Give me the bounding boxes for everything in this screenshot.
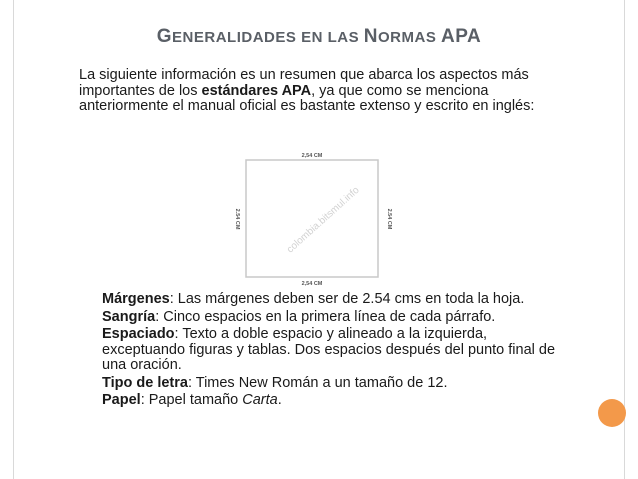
bottom-margin-label: 2,54 CM — [301, 281, 323, 287]
norms-list — [79, 292, 559, 411]
margins-diagram — [228, 150, 396, 288]
title-word: NORMAS — [363, 26, 437, 47]
watermark: colombia.bitsmul.info — [284, 184, 362, 256]
intro-bold-term: estándares APA — [201, 82, 312, 99]
list-item: Sangría: Cinco espacios en la primera línea de cada párrafo. — [102, 308, 496, 325]
slide-title — [0, 26, 638, 48]
decorative-orange-circle — [598, 399, 626, 427]
right-margin-label: 2.54 CM — [386, 208, 392, 230]
title-word: EN — [301, 29, 323, 46]
list-item: Tipo de letra: Times New Román a un tamaño de 12. — [102, 374, 448, 391]
title-word: APA — [441, 26, 482, 47]
page-frame — [246, 160, 378, 277]
title-word: LAS — [327, 29, 360, 46]
intro-paragraph: La siguiente información es un resumen que abarca los aspectos más importantes de los estándares APA, ya que como se menciona anteriormente el manual oficial es bastante extenso y escrito en inglés: — [79, 67, 535, 114]
slide-left-rule — [13, 0, 14, 479]
title-word: GENERALIDADES — [156, 26, 297, 47]
top-margin-label: 2,54 CM — [301, 153, 323, 159]
left-margin-label: 2.54 CM — [234, 208, 240, 230]
list-item: Márgenes: Las márgenes deben ser de 2.54 cms en toda la hoja. — [102, 291, 525, 307]
list-item: Papel: Papel tamaño Carta. — [102, 392, 282, 408]
list-item: Espaciado: Texto a doble espacio y alineado a la izquierda, exceptuando figuras y tablas. Dos espacios después del punto final de una oración. — [102, 326, 556, 373]
